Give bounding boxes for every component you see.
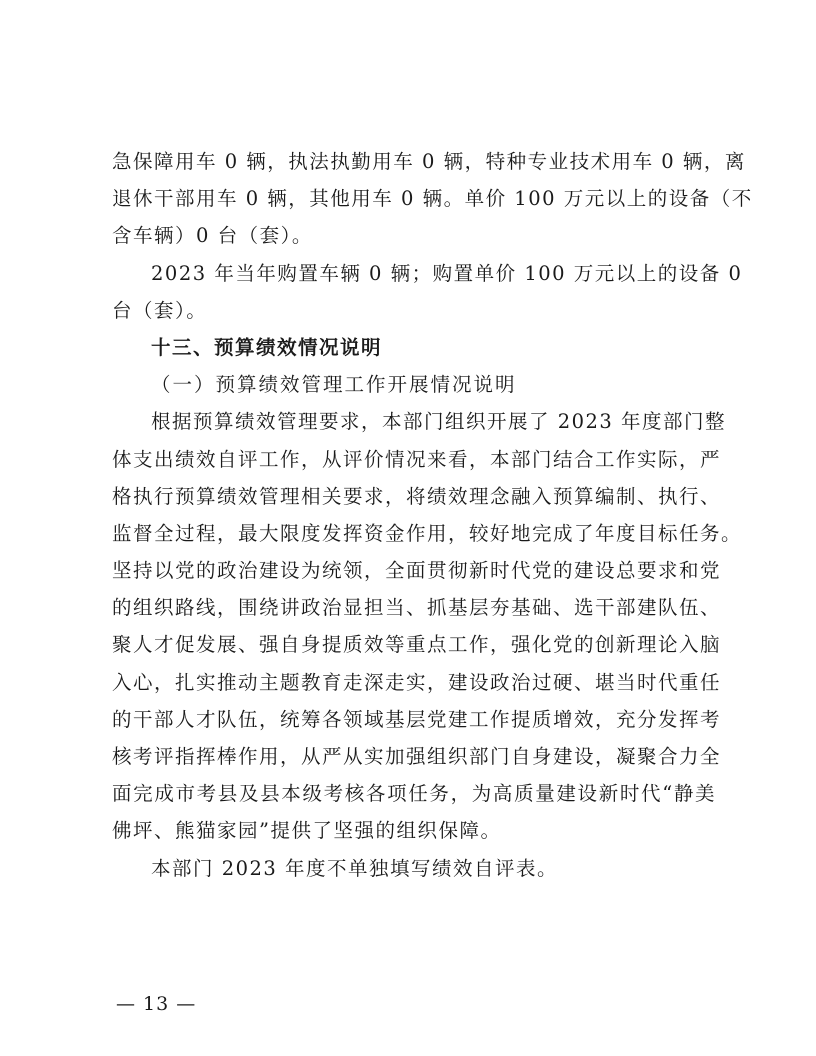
paragraph-start-line: 本部门 2023 年度不单独填写绩效自评表。 bbox=[151, 856, 559, 880]
text-line: 格执行预算绩效管理相关要求，将绩效理念融入预算编制、执行、 bbox=[112, 484, 722, 508]
text-line: 的干部人才队伍，统筹各领域基层党建工作提质增效，充分发挥考 bbox=[112, 707, 722, 731]
paragraph-start-line: 2023 年当年购置车辆 0 辆；购置单价 100 万元以上的设备 0 bbox=[151, 261, 743, 285]
text-line: 监督全过程，最大限度发挥资金作用，较好地完成了年度目标任务。 bbox=[112, 521, 743, 545]
page-number: — 13 — bbox=[116, 993, 197, 1015]
text-line: 含车辆）0 台（套）。 bbox=[112, 224, 313, 248]
text-line: 佛坪、熊猫家园”提供了坚强的组织保障。 bbox=[112, 819, 502, 843]
text-line: 台（套）。 bbox=[112, 298, 208, 322]
subsection-heading: （一）预算绩效管理工作开展情况说明 bbox=[151, 373, 517, 397]
text-line: 面完成市考县及县本级考核各项任务，为高质量建设新时代“静美 bbox=[112, 782, 716, 806]
paragraph-start-line: 根据预算绩效管理要求，本部门组织开展了 2023 年度部门整 bbox=[151, 410, 727, 434]
text-line: 体支出绩效自评工作，从评价情况来看，本部门结合工作实际，严 bbox=[112, 447, 722, 471]
text-line: 退休干部用车 0 辆，其他用车 0 辆。单价 100 万元以上的设备（不 bbox=[112, 187, 753, 211]
body-text bbox=[112, 143, 753, 887]
text-line: 核考评指挥棒作用，从严从实加强组织部门自身建设，凝聚合力全 bbox=[112, 745, 722, 768]
text-line: 急保障用车 0 辆，执法执勤用车 0 辆，特种专业技术用车 0 辆，离 bbox=[112, 150, 746, 173]
text-line: 入心，扎实推动主题教育走深走实，建设政治过硬、堪当时代重任 bbox=[112, 670, 722, 694]
section-heading: 十三、预算绩效情况说明 bbox=[151, 335, 383, 359]
text-line: 的组织路线，围绕讲政治显担当、抓基层夯基础、选干部建队伍、 bbox=[112, 596, 722, 620]
text-line: 聚人才促发展、强自身提质效等重点工作，强化党的创新理论入脑 bbox=[112, 633, 722, 657]
text-line: 坚持以党的政治建设为统领，全面贯彻新时代党的建设总要求和党 bbox=[112, 559, 722, 583]
